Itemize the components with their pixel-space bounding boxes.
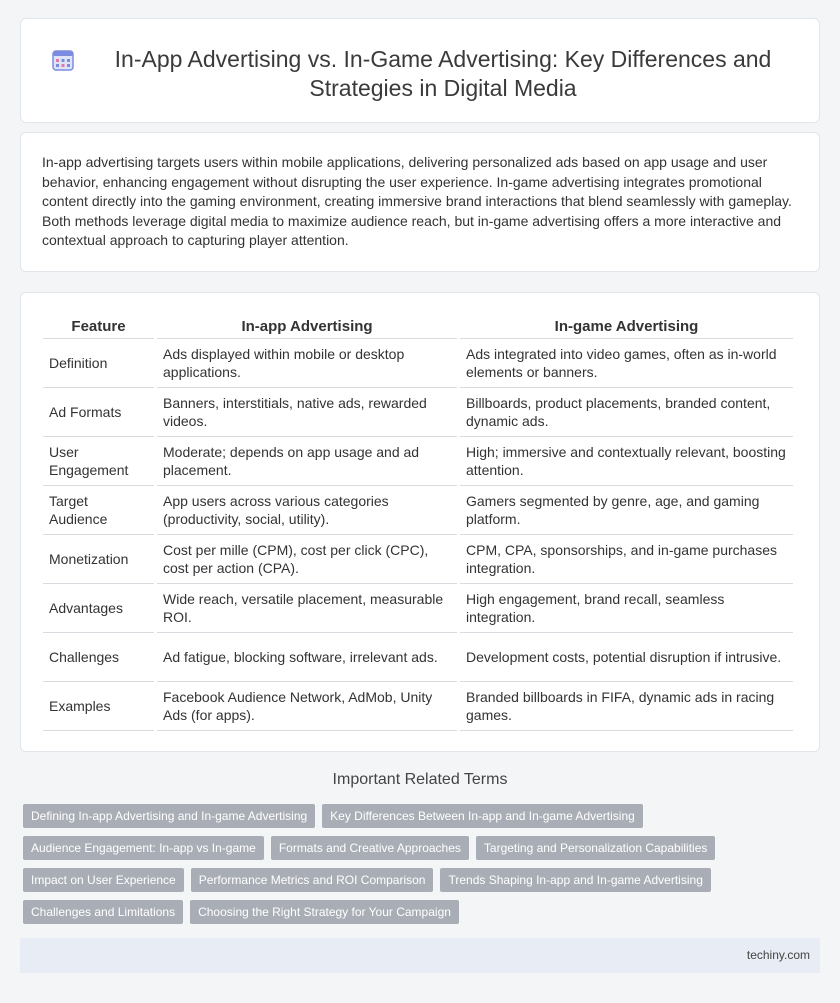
intro-card — [20, 132, 820, 272]
in-app-cell: App users across various categories (productivity, social, utility). — [157, 486, 457, 535]
related-term-tag[interactable]: Key Differences Between In-app and In-game Advertising — [322, 804, 643, 828]
in-game-cell: Development costs, potential disruption if intrusive. — [460, 633, 793, 682]
in-app-cell: Ads displayed within mobile or desktop applications. — [157, 339, 457, 388]
in-game-cell: Gamers segmented by genre, age, and gaming platform. — [460, 486, 793, 535]
header-in-game: In-game Advertising — [460, 315, 793, 339]
related-term-tag[interactable]: Audience Engagement: In-app vs In-game — [23, 836, 264, 860]
in-game-cell: High; immersive and contextually relevant, boosting attention. — [460, 437, 793, 486]
related-term-tag[interactable]: Impact on User Experience — [23, 868, 184, 892]
intro-paragraph: In-app advertising targets users within mobile applications, delivering personalized ads based on app usage and user behavior, enhancing engagement without disrupting the user experience. In-game advertising integrates promotional content directly into the gaming environment, creating immersive brand interactions that blend seamlessly with gameplay. Both methods leverage digital media to maximize audience reach, but in-game advertising offers a more interactive and contextual approach to capturing player attention. — [42, 154, 792, 248]
in-game-cell: Branded billboards in FIFA, dynamic ads in racing games. — [460, 682, 793, 731]
feature-cell: Definition — [43, 339, 154, 388]
related-terms-tags — [23, 804, 823, 932]
in-app-cell: Banners, interstitials, native ads, rewarded videos. — [157, 388, 457, 437]
in-app-cell: Facebook Audience Network, AdMob, Unity Ads (for apps). — [157, 682, 457, 731]
tag-row — [23, 900, 823, 924]
header-in-app: In-app Advertising — [157, 315, 457, 339]
table-row — [43, 682, 793, 731]
feature-cell: User Engagement — [43, 437, 154, 486]
in-game-cell: Ads integrated into video games, often as in-world elements or banners. — [460, 339, 793, 388]
in-app-cell: Cost per mille (CPM), cost per click (CPC), cost per action (CPA). — [157, 535, 457, 584]
comparison-table — [40, 315, 796, 731]
table-row — [43, 535, 793, 584]
feature-cell: Advantages — [43, 584, 154, 633]
table-row — [43, 388, 793, 437]
related-term-tag[interactable]: Defining In-app Advertising and In-game Advertising — [23, 804, 315, 828]
in-game-cell: High engagement, brand recall, seamless integration. — [460, 584, 793, 633]
related-term-tag[interactable]: Challenges and Limitations — [23, 900, 183, 924]
related-term-tag[interactable]: Performance Metrics and ROI Comparison — [191, 868, 434, 892]
tag-row — [23, 868, 823, 892]
feature-cell: Monetization — [43, 535, 154, 584]
in-app-cell: Moderate; depends on app usage and ad placement. — [157, 437, 457, 486]
feature-cell: Challenges — [43, 633, 154, 682]
calendar-grid-icon — [51, 48, 75, 72]
feature-cell: Ad Formats — [43, 388, 154, 437]
title-card — [20, 18, 820, 123]
in-app-cell: Ad fatigue, blocking software, irrelevant ads. — [157, 633, 457, 682]
header-feature: Feature — [43, 315, 154, 339]
related-term-tag[interactable]: Formats and Creative Approaches — [271, 836, 469, 860]
feature-cell: Examples — [43, 682, 154, 731]
footer-site-link[interactable]: techiny.com — [746, 948, 810, 962]
related-terms-heading: Important Related Terms — [332, 771, 508, 788]
in-game-cell: CPM, CPA, sponsorships, and in-game purchases integration. — [460, 535, 793, 584]
table-row — [43, 584, 793, 633]
in-game-cell: Billboards, product placements, branded content, dynamic ads. — [460, 388, 793, 437]
comparison-card — [20, 292, 820, 752]
feature-cell: Target Audience — [43, 486, 154, 535]
tag-row — [23, 836, 823, 860]
footer — [20, 938, 820, 973]
related-term-tag[interactable]: Trends Shaping In-app and In-game Advertising — [440, 868, 710, 892]
table-header-row — [43, 315, 793, 339]
related-term-tag[interactable]: Choosing the Right Strategy for Your Campaign — [190, 900, 459, 924]
table-row — [43, 633, 793, 682]
table-row — [43, 339, 793, 388]
page-title: In-App Advertising vs. In-Game Advertising: Key Differences and Strategies in Digital Media — [114, 46, 772, 101]
table-row — [43, 486, 793, 535]
table-row — [43, 437, 793, 486]
tag-row — [23, 804, 823, 828]
related-term-tag[interactable]: Targeting and Personalization Capabilities — [476, 836, 715, 860]
in-app-cell: Wide reach, versatile placement, measurable ROI. — [157, 584, 457, 633]
